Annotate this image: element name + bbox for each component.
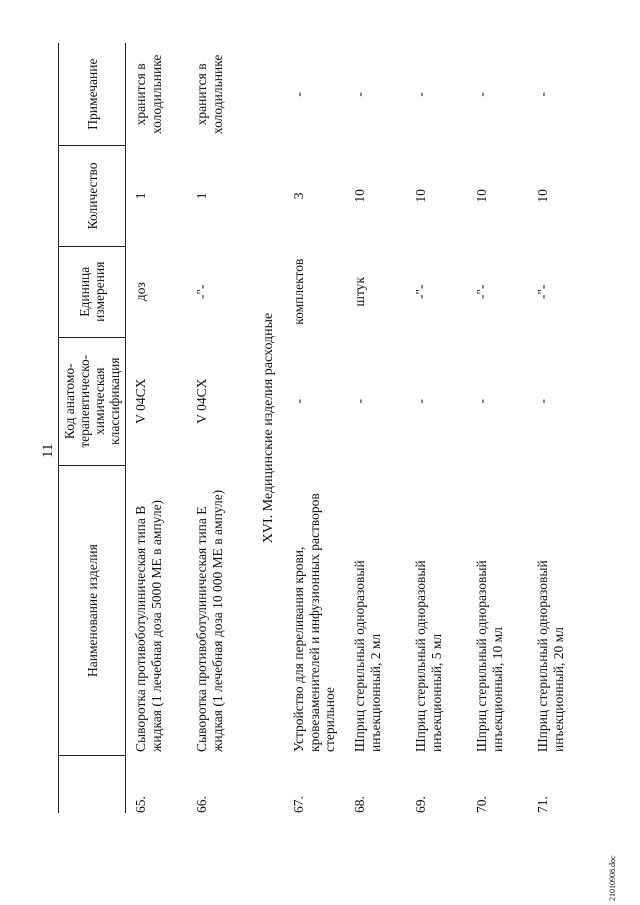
table-row [126, 43, 188, 813]
row-number: 69. [413, 796, 429, 813]
page-number: 11 [40, 443, 56, 458]
atc-code: - [413, 398, 429, 404]
atc-code: - [474, 398, 490, 404]
table-row [345, 43, 406, 813]
row-number: 66. [194, 796, 210, 813]
unit: доз [133, 282, 149, 302]
unit: -"- [194, 284, 210, 299]
item-name: Шприц стерильный одноразовый инъекционный, 10 мл [474, 560, 505, 752]
unit: комплектов [291, 258, 307, 325]
item-name: Сыворотка противоботулиническая типа Е жидкая (1 лечебная доза 10 000 МЕ в ампуле) [194, 489, 225, 752]
quantity: 1 [133, 192, 149, 200]
note: - [413, 92, 429, 97]
quantity: 1 [194, 192, 210, 200]
note: - [474, 92, 490, 97]
table-row [284, 43, 345, 813]
row-number: 68. [352, 796, 368, 813]
unit: -"- [535, 284, 551, 299]
quantity: 10 [474, 189, 490, 203]
atc-code: - [291, 398, 307, 404]
table-header-row [59, 43, 126, 813]
item-name: Шприц стерильный одноразовый инъекционный, 5 мл [413, 560, 444, 752]
table-row [528, 43, 589, 813]
note: - [291, 92, 307, 97]
header-note: Примечание [59, 43, 126, 146]
item-name: Шприц стерильный одноразовый инъекционный, 2 мл [352, 560, 383, 752]
item-name: Шприц стерильный одноразовый инъекционный, 20 мл [535, 560, 566, 752]
quantity: 10 [352, 189, 368, 203]
item-name: Устройство для переливания крови, кровезаменителей и инфузионных растворов стерильное [291, 493, 337, 752]
quantity: 10 [535, 189, 551, 203]
note: хранится в холодильнике [133, 54, 164, 135]
section-title: XVI. Медицинские изделия расходные [260, 312, 276, 544]
atc-code: V 04CX [133, 378, 149, 424]
header-unit: Единица измерения [59, 246, 126, 337]
row-number: 70. [474, 796, 490, 813]
table-row [406, 43, 467, 813]
header-quantity: Количество [59, 146, 126, 246]
header-item-name: Наименование изделия [59, 465, 126, 756]
quantity: 10 [413, 189, 429, 203]
atc-code: V 04CX [194, 378, 210, 424]
row-number: 71. [535, 796, 551, 813]
atc-code: - [352, 398, 368, 404]
note: - [535, 92, 551, 97]
row-number: 67. [291, 796, 307, 813]
note: - [352, 92, 368, 97]
quantity: 3 [291, 192, 307, 200]
header-number [59, 756, 126, 813]
item-name: Сыворотка противоботулиническая типа В жидкая (1 лечебная доза 5000 МЕ в ампуле) [133, 499, 164, 752]
unit: штук [352, 277, 368, 307]
atc-code: - [535, 398, 551, 404]
unit: -"- [413, 284, 429, 299]
table-row [187, 43, 248, 813]
document-file-code: 21010908.doc [608, 855, 617, 901]
header-atc-code: Код анатомо-терапевтическо-химическая классификация [59, 337, 126, 465]
unit: -"- [474, 284, 490, 299]
medical-items-table [58, 43, 589, 813]
note: хранится в холодильнике [194, 54, 225, 135]
table-row [467, 43, 528, 813]
row-number: 65. [133, 796, 149, 813]
